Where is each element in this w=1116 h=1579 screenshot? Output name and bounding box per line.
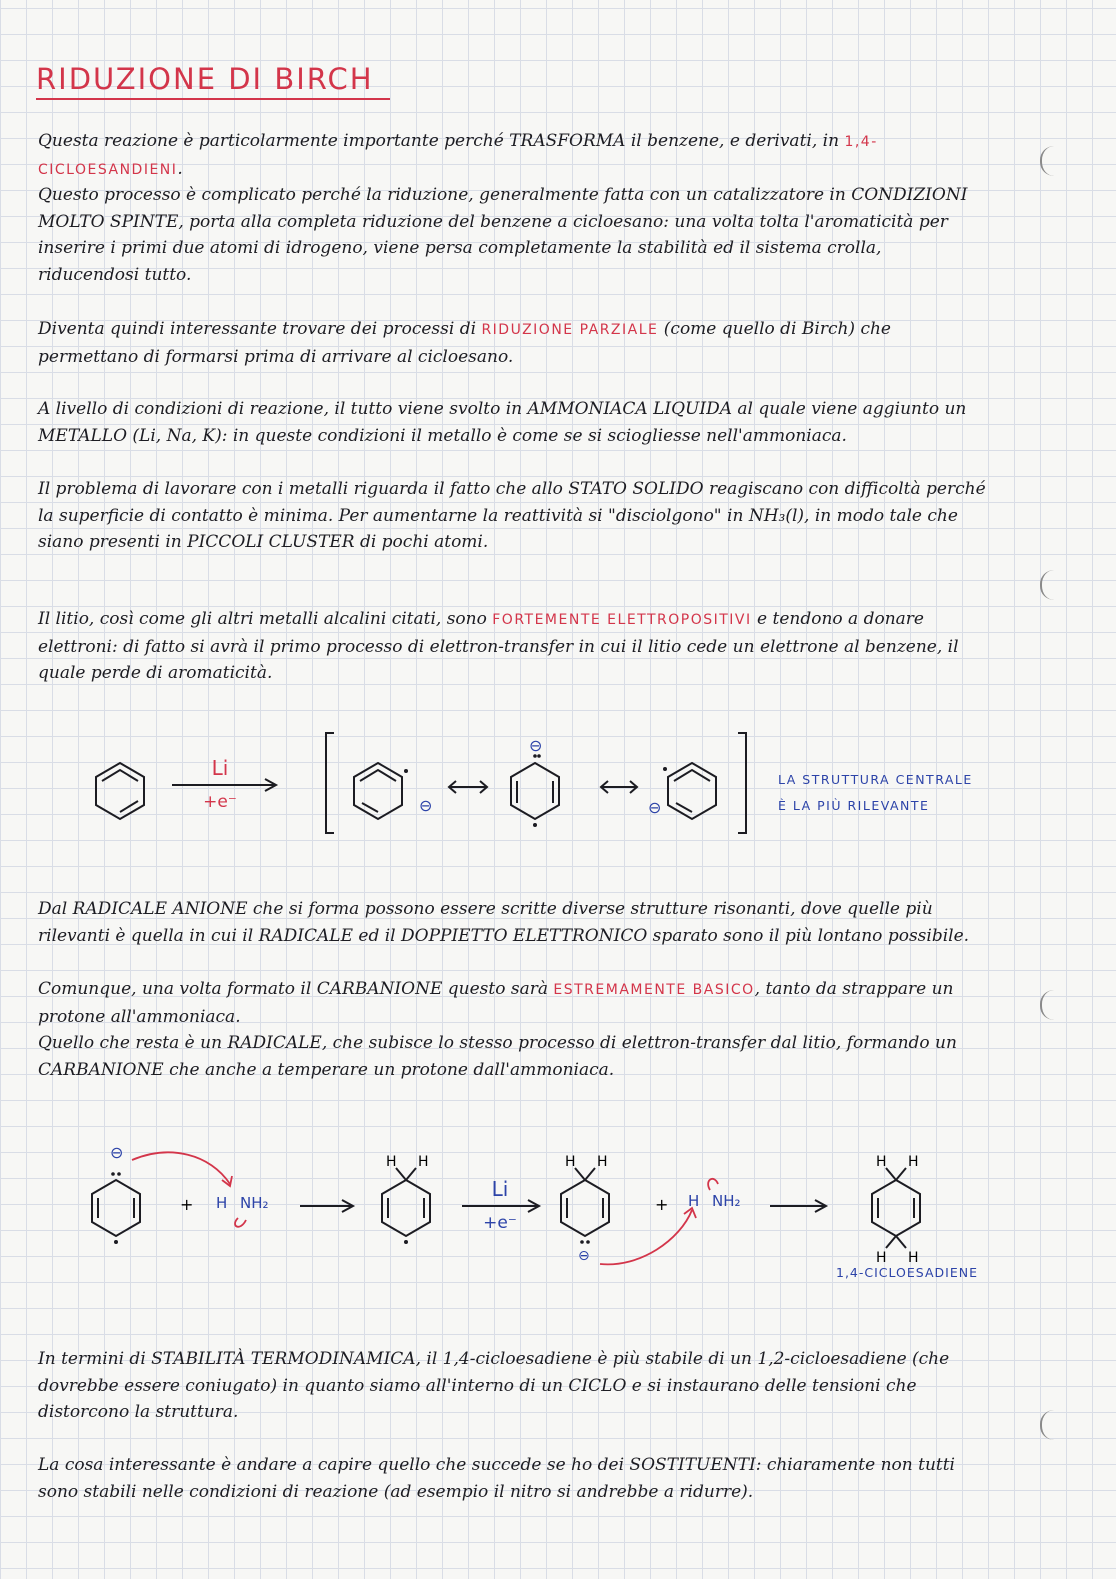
paragraph-process: Questo processo è complicato perché la riduzione, generalmente fatta con un catalizzatore in CONDIZIONI MOLTO SPINTE, porta alla completa riduzione del benzene a cicloesano: una volta tolta l'aromaticità per inserire i primi due atomi di idrogeno, viene persa completamente la stabilità ed il sistema crolla, riducendosi tutto.: [38, 185, 968, 285]
highlight-electropositive: FORTEMENTE ELETTROPOSITIVI: [492, 612, 752, 628]
radical-dot-3: [663, 767, 667, 771]
paragraph-stability: In termini di STABILITÀ TERMODINAMICA, il 1,4-cicloesadiene è più stabile di un 1,2-cicloesadiene (che dovrebbe essere coniugato) in quanto siamo all'interno di un CICLO e si instaurano delle tensioni che distorcono la struttura.: [38, 1349, 950, 1422]
negative-charge-1: ⊖: [419, 796, 433, 815]
negative-charge-2: ⊖: [529, 736, 543, 755]
ammonia-nh2: NH₂: [240, 1194, 269, 1212]
intro-end: .: [177, 158, 183, 179]
binder-ring-mark: [1040, 1410, 1056, 1440]
curved-arrow-2: [600, 1210, 692, 1264]
partial-text: Diventa quindi interessante trovare dei processi di: [38, 319, 482, 339]
electron-transfer-scheme: [80, 725, 780, 845]
page-title: RIDUZIONE DI BIRCH: [36, 62, 390, 100]
product-label: 1,4-CICLOESADIENE: [836, 1265, 978, 1280]
hydrogen-label: H: [386, 1154, 397, 1170]
note-line-2: È LA PIÙ RILEVANTE: [778, 798, 930, 813]
paragraph-partial-reduction: [38, 316, 988, 370]
paragraph-carbanion: [38, 976, 988, 1030]
highlight-cycloexadienes: 1,4-CICLOESANDIENI: [38, 134, 878, 178]
negative-charge-3: ⊖: [648, 798, 662, 817]
binder-ring-mark: [1040, 570, 1056, 600]
radical-dot-1: [404, 769, 408, 773]
note-line-1: LA STRUTTURA CENTRALE: [778, 772, 973, 787]
lone-pair-dot: [580, 1240, 584, 1244]
hydrogen-label: H: [418, 1154, 429, 1170]
reagent-electron: +e⁻: [483, 1213, 517, 1233]
carbanion-text: Comunque, una volta formato il CARBANIONE questo sarà: [38, 979, 554, 999]
binder-ring-mark: [1040, 146, 1056, 176]
bracket-left: [326, 733, 334, 833]
negative-charge: ⊖: [578, 1248, 590, 1264]
hydrogen-label: H: [908, 1250, 919, 1266]
curved-arrow-1: [132, 1152, 230, 1184]
negative-charge: ⊖: [110, 1143, 124, 1162]
ammonia-nh2: NH₂: [712, 1192, 741, 1210]
central-structure-note: [778, 767, 973, 819]
reagent-li: Li: [211, 756, 229, 780]
lithium-text: Il litio, così come gli altri metalli alcalini citati, sono: [38, 609, 493, 629]
benzene-ring: [96, 763, 144, 819]
hydrogen-label: H: [876, 1154, 887, 1170]
lone-pair-dot: [586, 1240, 590, 1244]
paragraph-radical: Quello che resta è un RADICALE, che subisce lo stesso processo di elettron-transfer dal litio, formando un CARBANIONE che anche a temperare un protone dall'ammoniaca.: [38, 1033, 957, 1080]
ammonia-h: H: [216, 1194, 228, 1212]
paragraph-conditions: A livello di condizioni di reazione, il tutto viene svolto in AMMONIACA LIQUIDA al quale viene aggiunto un METALLO (Li, Na, K): in queste condizioni il metallo è come se si sciogliesse nell'ammoniaca.: [38, 399, 967, 446]
paragraph-lithium: [38, 606, 988, 687]
radical-dot: [114, 1240, 118, 1244]
hydrogen-label: H: [597, 1154, 608, 1170]
lithium-end: e tendono a donare elettroni: di fatto si avrà il primo processo di elettron-transfer in cui il litio cede un elettrone al benzene, il quale perde di aromaticità.: [38, 609, 959, 683]
paragraph-solid-state: Il problema di lavorare con i metalli riguarda il fatto che allo STATO SOLIDO reagiscano con difficoltà perché la superficie di contatto è minima. Per aumentarne la reattività si "disciolgono" in NH₃(l), in modo tale che siano presenti in PICCOLI CLUSTER di pochi atomi.: [38, 479, 986, 552]
reagent-electron: +e⁻: [203, 792, 237, 812]
resonance-structure-2: [511, 763, 559, 819]
hydrogen-label: H: [876, 1250, 887, 1266]
lone-pair-dot: [117, 1172, 121, 1176]
highlight-basic: ESTREMAMENTE BASICO: [553, 982, 755, 998]
reagent-li: Li: [491, 1177, 509, 1201]
hydrogen-label: H: [565, 1154, 576, 1170]
radical-dot: [404, 1240, 408, 1244]
paragraph-radical-anion: Dal RADICALE ANIONE che si forma possono essere scritte diverse strutture risonanti, dove quelle più rilevanti è quella in cui il RADICALE ed il DOPPIETTO ELETTRONICO sparato sono il più lontano possibile.: [38, 899, 970, 946]
resonance-structure-3: [668, 763, 716, 819]
plus-sign-2: +: [655, 1195, 669, 1214]
paragraph-intro: [38, 128, 988, 183]
partial-end: (come quello di Birch) che permettano di formarsi prima di arrivare al cicloesano.: [38, 319, 891, 367]
binder-ring-mark: [1040, 990, 1056, 1020]
intro-text: Questa reazione è particolarmente importante perché TRASFORMA il benzene, e derivati, in: [38, 131, 845, 151]
hydrogen-label: H: [908, 1154, 919, 1170]
bracket-right: [738, 733, 746, 833]
plus-sign-1: +: [180, 1195, 194, 1214]
carbanion-ring: [92, 1180, 140, 1236]
lone-pair-dot: [111, 1172, 115, 1176]
radical-dot-2: [533, 823, 537, 827]
paragraph-substituents: La cosa interessante è andare a capire quello che succede se ho dei SOSTITUENTI: chiaramente non tutti sono stabili nelle condizioni di reazione (ad esempio il nitro si andrebbe a ridurre).: [38, 1455, 955, 1502]
ammonia-h: H: [688, 1192, 700, 1210]
resonance-structure-1: [354, 763, 402, 819]
radical-ring: [382, 1180, 430, 1236]
highlight-partial-reduction: RIDUZIONE PARZIALE: [481, 322, 659, 338]
carbanion-end: , tanto da strappare un protone all'ammoniaca.: [38, 979, 954, 1027]
carbanion-ring-2: [561, 1180, 609, 1236]
cyclohexadiene-ring: [872, 1180, 920, 1236]
